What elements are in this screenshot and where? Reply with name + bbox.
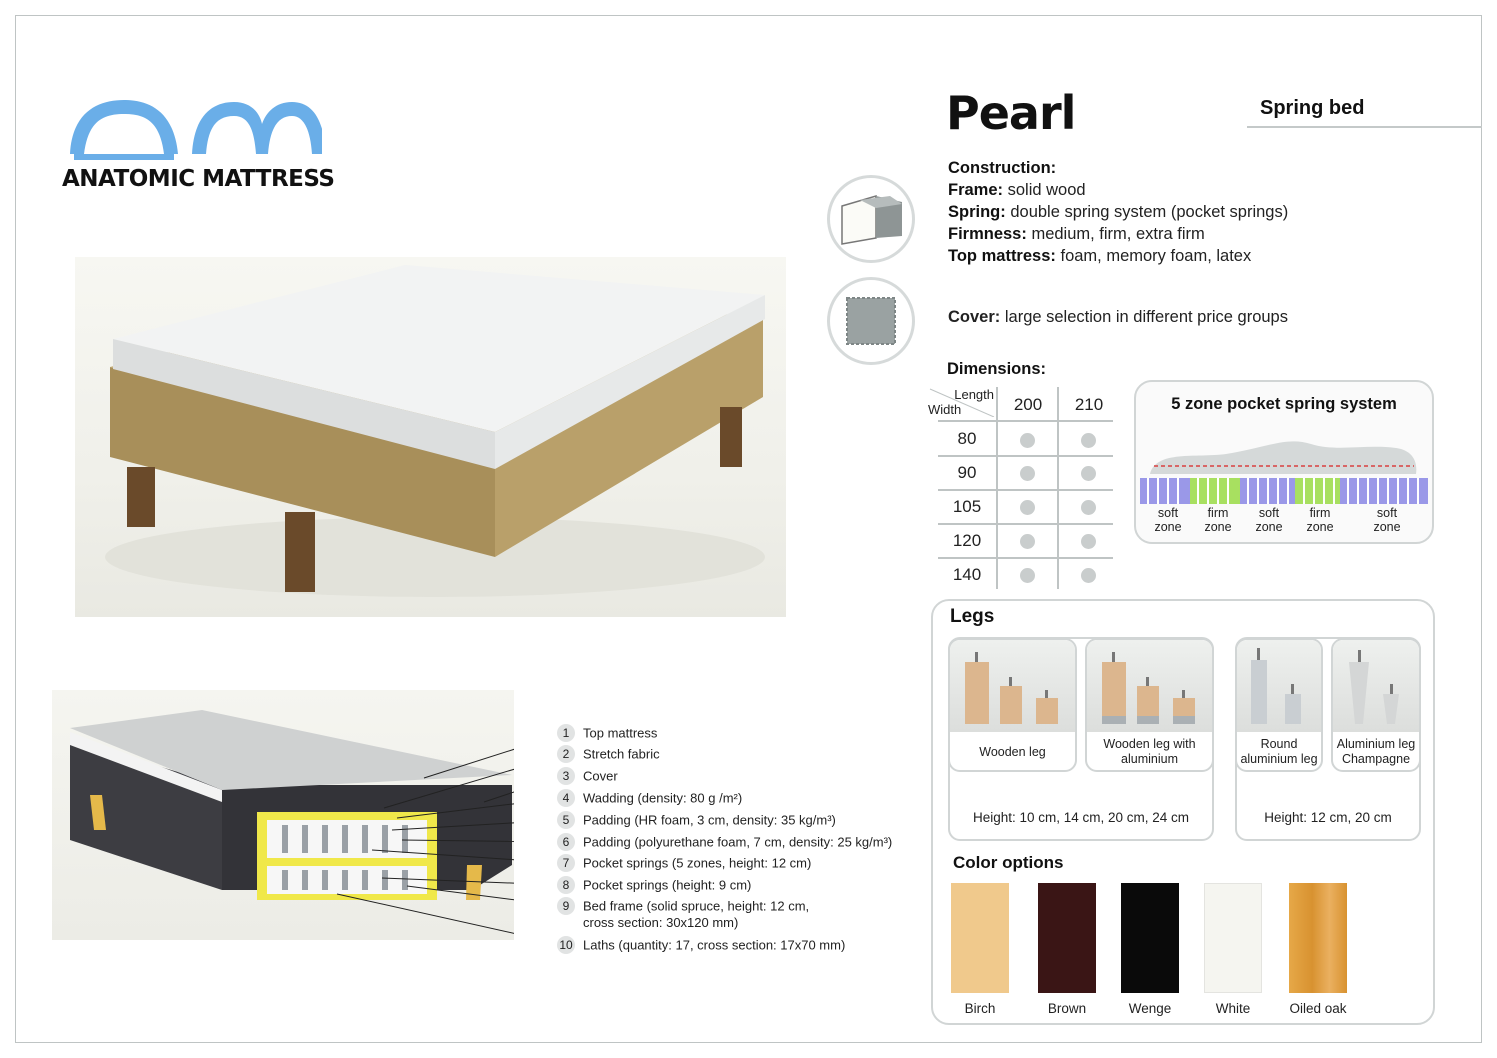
logo-arches-icon [62, 94, 322, 164]
zone-spring-panel [1134, 380, 1434, 544]
swatch-birch[interactable] [951, 883, 1009, 993]
leg-option-wooden-aluminium[interactable] [1085, 638, 1214, 772]
availability-dot [1020, 433, 1035, 448]
swatch-label: White [1215, 1001, 1251, 1016]
swatch-label: Brown [1047, 1001, 1087, 1016]
availability-dot [1020, 568, 1035, 583]
availability-dot [1081, 466, 1096, 481]
swatch-label: Oiled oak [1289, 1001, 1347, 1016]
layer-item: 5 Padding (HR foam, 3 cm, density: 35 kg/m³) [557, 811, 836, 829]
availability-dot [1081, 534, 1096, 549]
layer-item: 10 Laths (quantity: 17, cross section: 17x70 mm) [557, 936, 845, 954]
swatch-white[interactable] [1204, 883, 1262, 993]
width-80: 80 [957, 429, 977, 448]
product-title: Pearl [946, 86, 1076, 140]
layer-item: 2 Stretch fabric [557, 745, 660, 763]
zone-label: soft zone [1154, 506, 1182, 534]
swatch-brown[interactable] [1038, 883, 1096, 993]
color-options-title: Color options [953, 853, 1064, 872]
length-label: Length [954, 387, 994, 402]
zone-label: soft zone [1255, 506, 1283, 534]
leg-label: Aluminium leg Champagne [1336, 737, 1416, 766]
leg-option-wooden[interactable] [948, 638, 1077, 772]
availability-dot [1081, 568, 1096, 583]
availability-dot [1020, 500, 1035, 515]
zone-label: soft zone [1373, 506, 1401, 534]
layer-item: 9 Bed frame (solid spruce, height: 12 cm, cross section: 30x120 mm) [557, 897, 809, 930]
swatch-label: Birch [964, 1001, 996, 1016]
wooden-leg-heights: Height: 10 cm, 14 cm, 20 cm, 24 cm [972, 810, 1190, 825]
spec-row: Top mattress: foam, memory foam, latex [948, 247, 1252, 265]
aluminium-leg-heights: Height: 12 cm, 20 cm [1264, 810, 1392, 825]
spring-zones-diagram [1136, 430, 1432, 510]
dimensions-heading: Dimensions: [947, 360, 1047, 378]
product-type: Spring bed [1260, 97, 1365, 119]
width-105: 105 [952, 497, 982, 516]
leg-label: Wooden leg [979, 744, 1046, 759]
brand-logo [62, 94, 342, 192]
width-120: 120 [952, 531, 982, 550]
cover-icon [827, 277, 915, 365]
spec-row: Frame: solid wood [948, 181, 1086, 199]
zone-title: 5 zone pocket spring system [1171, 395, 1397, 413]
availability-dot [1081, 433, 1096, 448]
legs-panel [931, 599, 1435, 1025]
leg-option-aluminium-champagne[interactable] [1331, 638, 1421, 772]
leg-label: Wooden leg with aluminium [1103, 737, 1196, 766]
layer-item: 4 Wadding (density: 80 g /m²) [557, 789, 742, 807]
construction-specs [948, 157, 1288, 267]
construction-heading: Construction: [948, 159, 1057, 177]
layer-item: 6 Padding (polyurethane foam, 7 cm, density: 25 kg/m³) [557, 833, 892, 851]
leg-option-round-aluminium[interactable] [1235, 638, 1323, 772]
layer-item: 7 Pocket springs (5 zones, height: 12 cm) [557, 854, 811, 872]
availability-dot [1081, 500, 1096, 515]
length-210: 210 [1074, 395, 1104, 414]
swatch-label: Wenge [1128, 1001, 1172, 1016]
divider [1247, 126, 1482, 128]
swatch-oiled-oak[interactable] [1289, 883, 1347, 993]
width-label: Width [928, 402, 962, 417]
availability-dot [1020, 466, 1035, 481]
width-90: 90 [957, 463, 977, 482]
width-140: 140 [952, 565, 982, 584]
spec-row: Spring: double spring system (pocket springs) [948, 203, 1289, 221]
layer-item: 1 Top mattress [557, 724, 657, 742]
zone-label: firm zone [1204, 506, 1232, 534]
availability-dot [1020, 534, 1035, 549]
layer-item: 8 Pocket springs (height: 9 cm) [557, 876, 751, 894]
brand-name: ANATOMIC MATTRESS [62, 166, 335, 192]
length-200: 200 [1013, 395, 1043, 414]
swatch-wenge[interactable] [1121, 883, 1179, 993]
layer-item: 3 Cover [557, 767, 618, 785]
construction-cutaway-image [52, 690, 514, 940]
construction-icon [827, 175, 915, 263]
cover-spec: Cover: large selection in different price groups [948, 308, 1288, 326]
zone-label: firm zone [1306, 506, 1334, 534]
legs-title: Legs [950, 606, 995, 627]
spec-row: Firmness: medium, firm, extra firm [948, 225, 1205, 243]
product-photo [75, 257, 786, 617]
leg-label: Round aluminium leg [1240, 737, 1318, 766]
